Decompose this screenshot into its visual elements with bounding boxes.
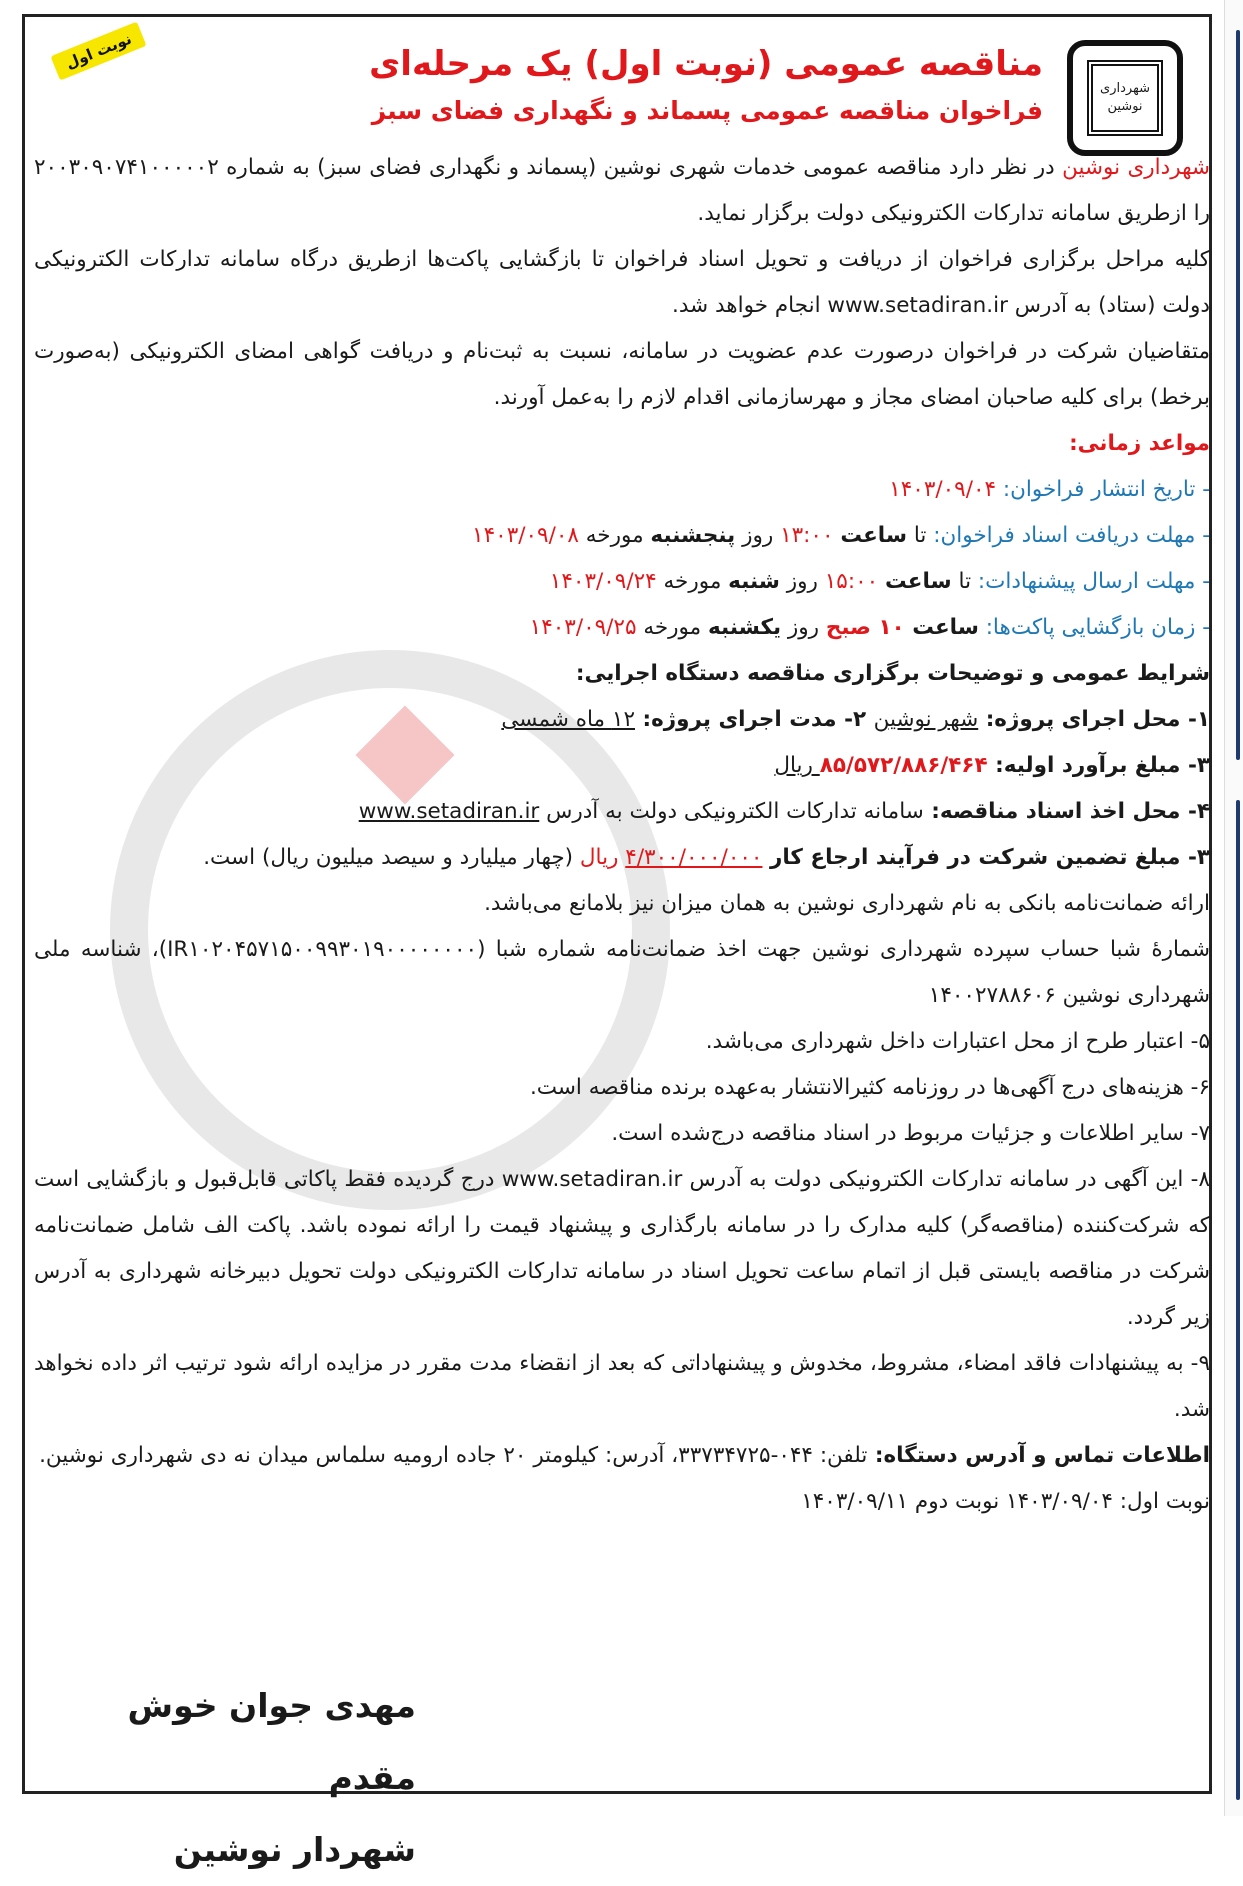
deadline-receive-date: ۱۴۰۳/۰۹/۰۸: [472, 523, 579, 548]
page-subtitle: فراخوان مناقصه عمومی پسماند و نگهداری فضای سبز: [371, 96, 1043, 125]
condition-4: [34, 789, 1210, 835]
org-name: شهرداری نوشین: [1062, 155, 1211, 180]
page-edge-strip: [1224, 0, 1243, 1816]
intro-text: در نظر دارد مناقصه عمومی خدمات شهری نوشین (پسماند و نگهداری فضای سبز) به شماره ۲۰۰۳۰۹۰۷۴۱۰۰۰۰۰۲ را ازطریق سامانه تدارکات الکترونیکی دولت برگزار نماید.: [34, 155, 1210, 226]
deadline-receive-time: ۱۳:۰۰: [780, 523, 841, 548]
contact-label: اطلاعات تماس و آدرس دستگاه:: [867, 1443, 1210, 1468]
deadline-opening-time: ۱۰ صبح: [825, 615, 913, 640]
deadline-submit-day: شنبه: [728, 569, 780, 594]
contact-info: [34, 1433, 1210, 1479]
deadline-publish-label: - تاریخ انتشار فراخوان:: [996, 477, 1210, 502]
condition-3b-rest: (چهار میلیارد و سیصد میلیون ریال) است.: [203, 845, 580, 870]
sheba-note: شمارهٔ شبا حساب سپرده شهرداری نوشین جهت اخذ ضمانت‌نامه شماره شبا (IR۱۰۲۰۴۵۷۱۵۰۰۹۹۳۰۱۹۰۰۰۰۰۰۰۰)، شناسه ملی شهرداری نوشین ۱۴۰۰۲۷۸۸۶۰۶: [34, 937, 1210, 1008]
condition-3b-unit: ریال: [579, 845, 626, 870]
municipality-logo: [1067, 40, 1183, 156]
condition-4-value: سامانه تدارکات الکترونیکی دولت به آدرس: [539, 799, 924, 824]
condition-3-unit: ریال: [774, 753, 820, 778]
logo-line2: نوشین: [1107, 99, 1143, 114]
condition-1-value: شهر نوشین: [873, 707, 979, 732]
deadline-receive-prefix: تا: [907, 523, 927, 548]
publication-badge: نوبت اول: [51, 21, 147, 80]
deadline-receive-saat: ساعت: [840, 523, 908, 548]
deadline-submit-prefix: تا: [951, 569, 972, 594]
deadline-receive-day: پنجشنبه: [650, 523, 736, 548]
deadline-opening-label: - زمان بازگشایی پاکت‌ها:: [978, 615, 1210, 640]
intro-paragraph: [34, 145, 1210, 237]
page-title: مناقصه عمومی (نوبت اول) یک مرحله‌ای: [369, 44, 1043, 84]
deadline-publish-date: ۱۴۰۳/۰۹/۰۴: [889, 477, 997, 502]
deadlines-heading: مواعد زمانی:: [1069, 431, 1210, 456]
deadline-submit: [34, 559, 1210, 605]
process-paragraph: کلیه مراحل برگزاری فراخوان از دریافت و تحویل اسناد فراخوان تا بازگشایی پاکت‌ها ازطریق درگاه سامانه تدارکات الکترونیکی دولت (ستاد) به آدرس www.setadiran.ir انجام خواهد شد.: [34, 247, 1210, 318]
deadline-submit-saat: ساعت: [885, 569, 952, 594]
deadline-opening-day: یکشنبه: [708, 615, 782, 640]
condition-3b-value: ۴/۳۰۰/۰۰۰/۰۰۰: [625, 845, 763, 870]
condition-1-label: ۱- محل اجرای پروژه:: [978, 707, 1210, 732]
condition-2-label: ۲- مدت اجرای پروژه:: [635, 707, 874, 732]
deadline-publish: [34, 467, 1210, 513]
signature-block: [36, 1670, 416, 1886]
logo-line1: شهرداری: [1100, 81, 1150, 96]
deadline-submit-ruz: روز: [779, 569, 825, 594]
guarantee-note: ارائه ضمانت‌نامه بانکی به نام شهرداری نوشین به همان میزان نیز بلامانع می‌باشد.: [484, 891, 1210, 916]
logo-inner: [1087, 60, 1163, 136]
condition-2-value: ۱۲ ماه شمسی: [501, 707, 635, 732]
condition-4-label: ۴- محل اخذ اسناد مناقصه:: [923, 799, 1210, 824]
condition-7: ۷- سایر اطلاعات و جزئیات مربوط در اسناد مناقصه درج‌شده است.: [611, 1121, 1210, 1146]
deadline-opening: [34, 605, 1210, 651]
condition-5: ۵- اعتبار طرح از محل اعتبارات داخل شهرداری می‌باشد.: [705, 1029, 1210, 1054]
edge-blue-line-top: [1236, 30, 1240, 760]
deadline-submit-label: - مهلت ارسال پیشنهادات:: [971, 569, 1210, 594]
signer-name: مهدی جوان خوش مقدم: [127, 1686, 416, 1797]
contact-text: تلفن: ۰۴۴-۳۳۷۳۴۷۲۵، آدرس: کیلومتر ۲۰ جاده ارومیه سلماس میدان نه دی شهرداری نوشین.: [39, 1443, 868, 1468]
conditions-heading: شرایط عمومی و توضیحات برگزاری مناقصه دستگاه اجرایی:: [575, 661, 1210, 686]
condition-3b: [34, 835, 1210, 881]
deadline-submit-date: ۱۴۰۳/۰۹/۲۴: [549, 569, 657, 594]
signer-role: شهردار نوشین: [173, 1830, 416, 1869]
deadline-receive-label: - مهلت دریافت اسناد فراخوان:: [926, 523, 1210, 548]
condition-8: ۸- این آگهی در سامانه تدارکات الکترونیکی دولت به آدرس www.setadiran.ir درج گردیده فقط پاکاتی قابل‌قبول و بازگشایی است که شرکت‌کننده (مناقصه‌گر) کلیه مدارک را در سامانه بارگذاری و پیشنهاد قیمت را ارائه نموده باشد. پاکت الف شامل ضمانت‌نامه شرکت در مناقصه بایستی قبل از اتمام ساعت تحویل اسناد در سامانه تدارکات الکترونیکی دولت تحویل دبیرخانه شهرداری به آدرس زیر گردد.: [34, 1167, 1210, 1330]
deadline-submit-mowarrekhe: مورخه: [656, 569, 729, 594]
deadline-receive-mowarrekhe: مورخه: [578, 523, 651, 548]
edge-blue-line-bottom: [1236, 800, 1240, 1800]
deadline-submit-time: ۱۵:۰۰: [824, 569, 886, 594]
deadline-receive: [34, 513, 1210, 559]
deadline-opening-date: ۱۴۰۳/۰۹/۲۵: [529, 615, 637, 640]
condition-3-value: ۸۵/۵۷۲/۸۸۶/۴۶۴: [819, 753, 988, 778]
condition-6: ۶- هزینه‌های درج آگهی‌ها در روزنامه کثیرالانتشار به‌عهده برنده مناقصه است.: [529, 1075, 1210, 1100]
registration-paragraph: متقاضیان شرکت در فراخوان درصورت عدم عضویت در سامانه، نسبت به ثبت‌نام و دریافت گواهی امضای الکترونیکی (به‌صورت برخط) برای کلیه صاحبان امضای مجاز و مهرسازمانی اقدام لازم را به‌عمل آورند.: [34, 339, 1210, 410]
condition-3: [34, 743, 1210, 789]
deadline-opening-mowarrekhe: مورخه: [636, 615, 709, 640]
condition-1: [34, 697, 1210, 743]
condition-3b-label: ۳- مبلغ تضمین شرکت در فرآیند ارجاع کار: [762, 845, 1210, 870]
deadline-receive-ruz: روز: [735, 523, 781, 548]
condition-4-url[interactable]: www.setadiran.ir: [358, 799, 540, 824]
condition-9: ۹- به پیشنهادات فاقد امضاء، مشروط، مخدوش و پیشنهاداتی که بعد از انقضاء مدت مقرر در مزایده ارائه شود ترتیب اثر داده نخواهد شد.: [34, 1351, 1210, 1422]
deadline-opening-ruz: روز: [781, 615, 826, 640]
deadline-opening-saat: ساعت: [912, 615, 979, 640]
announcement-body: [34, 145, 1210, 1525]
condition-3-label: ۳- مبلغ برآورد اولیه:: [987, 753, 1210, 778]
publication-dates: نوبت اول: ۱۴۰۳/۰۹/۰۴ نوبت دوم ۱۴۰۳/۰۹/۱۱: [801, 1489, 1210, 1514]
